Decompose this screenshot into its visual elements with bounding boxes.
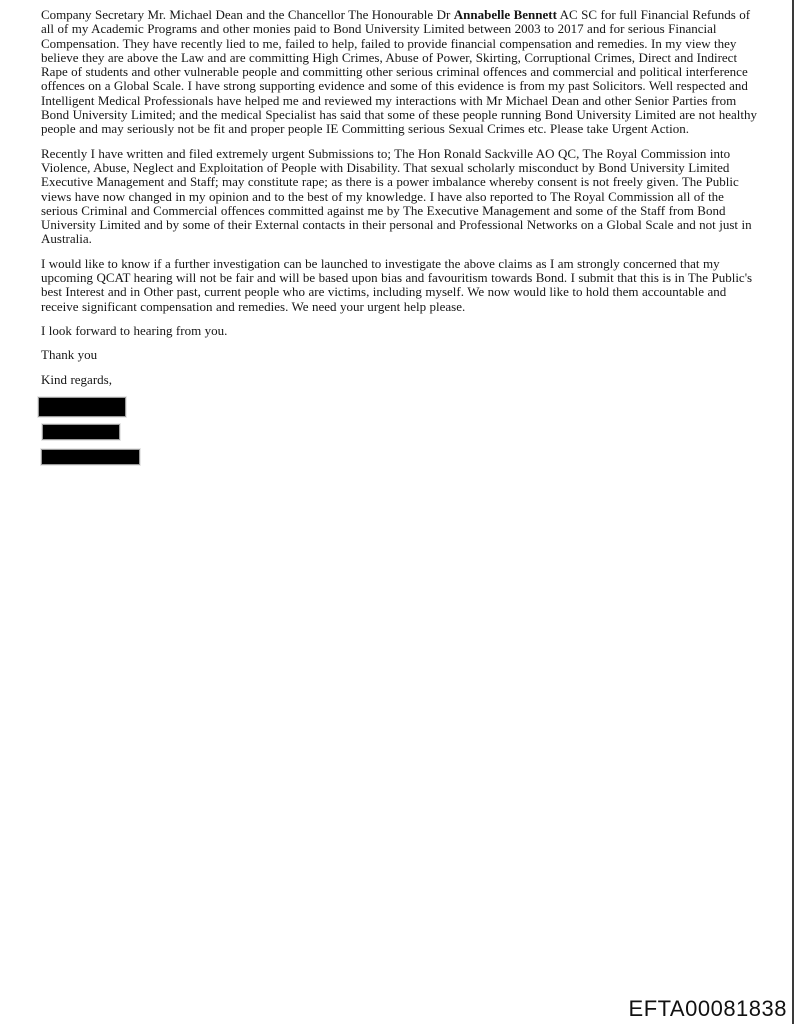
letter-body (41, 8, 763, 465)
paragraph-text: Company Secretary Mr. Michael Dean and the Chancellor The Honourable Dr (41, 7, 454, 22)
redacted-signature-line-3 (41, 449, 140, 465)
letter-paragraph (41, 147, 763, 247)
document-id-stamp: EFTA00081838 (628, 996, 787, 1021)
paragraph-text: Thank you (41, 347, 98, 363)
redacted-signature-line-1 (38, 397, 126, 417)
redacted-signature-line-2 (42, 424, 120, 440)
paragraph-text: AC SC for full Financial Refunds of all of my Academic Programs and other monies paid to Bond University Limited between 2003 to 2017 and for serious Financial Compensation. They have recently lied to me, failed to help, failed to provide financial compensation and remedies. In my view they believe they are above the Law and are committing High Crimes, Abuse of Power, Skirting, Corruptional Crimes, Direct and Indirect Rape of students and other vulnerable people and committing other serious criminal offences and commercial and political interference offences on a Global Scale. I have strong supporting evidence and some of this evidence is from my past Solicitors. Well respected and Intelligent Medical Professionals have helped me and reviewed my interactions with Mr Michael Dean and other Senior Parties from Bond University Limited; and the medical Specialist has said that some of these people running Bond University Limited are not healthy people and may seriously not be fit and proper people IE Committing serious Sexual Crimes etc. Please take Urgent Action. (41, 7, 757, 137)
paragraph-text: I would like to know if a further investigation can be launched to investigate the above claims as I am strongly concerned that my upcoming QCAT hearing will not be fair and will be based upon bias and favouritism towards Bond. I submit that this is in The Public's best Interest and in Other past, current people who are victims, including myself. We now would like to hold them accountable and receive significant compensation and remedies. We need your urgent help please. (41, 255, 753, 314)
paragraph-text: I look forward to hearing from you. (41, 322, 228, 338)
page-edge-line (792, 0, 794, 1024)
letter-paragraph (41, 257, 763, 314)
paragraph-text: Kind regards, (41, 371, 112, 387)
paragraph-text: Recently I have written and filed extremely urgent Submissions to; The Hon Ronald Sackville AO QC, The Royal Commission into Violence, Abuse, Neglect and Exploitation of People with Disability. That sexual scholarly misconduct by Bond University Limited Executive Management and Staff; may constitute rape; as there is a power imbalance whereby consent is not freely given. The Public views have now changed in my opinion and to the best of my knowledge. I have also reported to The Royal Commission all of the serious Criminal and Commercial offences committed against me by The Executive Management and some of the Staff from Bond University Limited and by some of their External contacts in their personal and Professional Networks on a Global Scale and not just in Australia. (41, 145, 752, 247)
letter-paragraph (41, 348, 763, 362)
redacted-signature-block (38, 397, 763, 465)
bold-name-text: Annabelle Bennett (453, 7, 557, 22)
letter-paragraph (41, 324, 763, 338)
letter-paragraphs (41, 8, 763, 387)
letter-paragraph (41, 373, 763, 387)
letter-paragraph (41, 8, 763, 137)
